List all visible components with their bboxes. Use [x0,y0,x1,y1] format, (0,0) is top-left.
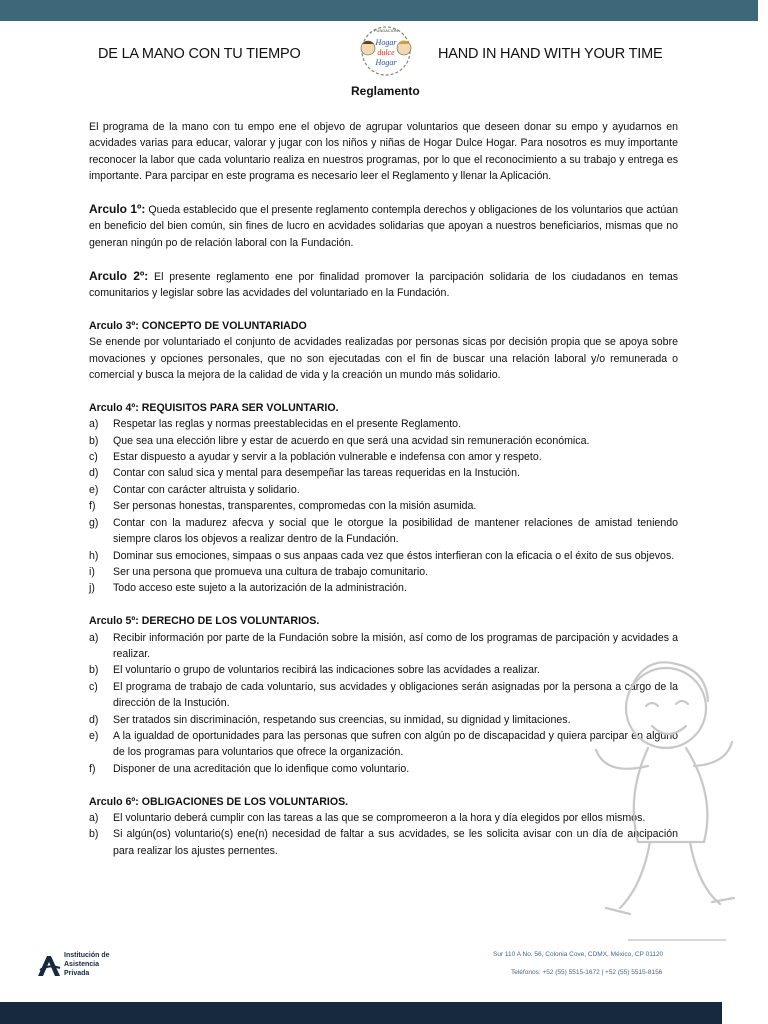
list-item: c) El programa de trabajo de cada voluntario, sus acvidades y obligaciones serán asignadas por la persona a cargo de la dirección de la Instución. [89,680,678,710]
list-item: i) Ser una persona que promueva una cultura de trabajo comunitario. [89,565,429,578]
list-item: f) Disponer de una acreditación que lo idenfique como voluntario. [89,762,410,775]
header-title-spanish: DE LA MANO CON TU TIEMPO [98,46,301,62]
iap-logo-icon [36,952,62,978]
list-item: b) El voluntario o grupo de voluntarios recibirá las indicaciones sobre las acvidades a realizar. [89,664,540,677]
article-2: Arculo 2º: El presente reglamento ene por finalidad promover la parcipación solidaria de los ciudadanos en temas comunitarios y legislar sobre las acvidades del voluntariado en la Fundación. [89,268,679,300]
list-item: j) Todo acceso este sujeto a la autorización de la administración. [89,582,407,595]
hogar-dulce-hogar-logo [346,24,426,78]
iap-institution-name: Institución de Asistencia Privada [64,952,110,977]
list-item: d) Contar con salud sica y mental para desempeñar las tareas requeridas en la Instución. [89,467,520,480]
svg-text:Hogar: Hogar [375,58,397,67]
list-item: b) Que sea una elección libre y estar de acuerdo en que será una acvidad sin remuneración económica. [89,434,590,447]
list-item: g) Contar con la madurez afecva y social que le otorgue la posibilidad de mantener relaciones de amistad teniendo siempre claros los objevos a realizar dentro de la Fundación. [89,516,678,546]
article-3-text: Se enende por voluntariado el conjunto de acvidades realizadas por personas sicas por decisión propia que se apoya sobre movaciones y opciones personales, que no son ejecutadas con el fin de buscar una relación laboral y/o remunerada o comercial y busca la mejora de la calidad de vida y la creación un mundo más solidario. [89,336,678,382]
list-item: a) Recibir información por parte de la Fundación sobre la misión, así como de los programas de parcipación y acvidades a realizar. [89,631,678,660]
list-item: e) A la igualdad de oportunidades para las personas que sufren con algún po de discapacidad y quiera parcipar en alguno de los programas para voluntarios que ofrece la organización. [89,729,678,759]
list-item: f) Ser personas honestas, transparentes, compromedas con la misión asumida. [89,500,477,513]
document-subtitle: Reglamento [351,84,420,98]
article-3-title: Arculo 3º: CONCEPTO DE VOLUNTARIADO [89,319,307,332]
list-item: a) Respetar las reglas y normas preestablecidas en el presente Reglamento. [89,418,462,431]
list-item: c) Estar dispuesto a ayudar y servir a la población vulnerable e indefensa con amor y respeto. [89,451,542,464]
footer-phones: Teléfonos: +52 (55) 5515-1672 | +52 (55) 5515-8156 [511,969,663,976]
list-item: b) Si algún(os) voluntario(s) ene(n) necesidad de faltar a sus acvidades, se les solicita avisar con un día de ancipación para realizar los ajustes pernentes. [89,828,678,857]
child-mascot-watermark-icon [586,646,736,946]
top-color-bar [0,0,758,21]
svg-text:FUNDACIÓN: FUNDACIÓN [374,28,398,33]
list-item: d) Ser tratados sin discriminación, respetando sus creencias, su inmidad, su dignidad y limitaciones. [89,713,571,726]
svg-text:dulce: dulce [377,48,395,57]
article-1: Arculo 1º: Queda establecido que el presente reglamento contempla derechos y obligaciones de los voluntarios que actúan en beneficio del bien común, sin fines de lucro en acvidades solidarias que apoyan a nuestros beneficiarios, mismas que no generan ningún po de relación laboral con la Fundación. [89,202,678,249]
list-item: e) Contar con carácter altruista y solidario. [89,483,300,496]
list-item: a) El voluntario deberá cumplir con las tareas a las que se compromeeron a la hora y día elegidos por ellos mismos. [89,811,646,824]
footer-address: Sur 110 A No. 56, Colonia Cove, CDMX, México, CP 01120 [493,951,664,958]
article-6-title: Arculo 6º: OBLIGACIONES DE LOS VOLUNTARIOS. [89,795,349,808]
bottom-color-bar [0,1002,722,1024]
list-item: h) Dominar sus emociones, simpaas o sus anpaas cada vez que éstos interfieran con la eficacia o el éxito de sus objevos. [89,549,675,562]
intro-paragraph: El programa de la mano con tu empo ene el objevo de agrupar voluntarios que deseen donar su empo y ayudarnos en acvidades varias para educar, valorar y jugar con los niños y niñas de Hogar Dulce Hogar. Para nosotros es muy importante reconocer la labor que cada voluntario realiza en nuestros programas, por lo que el reconocimiento a su trabajo y entrega es importante. Para parcipar en este programa es necesario leer el Reglamento y llenar la Aplicación. [89,121,678,183]
article-4-title: Arculo 4º: REQUISITOS PARA SER VOLUNTARIO. [89,401,339,414]
header-title-english: HAND IN HAND WITH YOUR TIME [438,46,663,62]
article-4-list [89,416,678,596]
article-5-title: Arculo 5º: DERECHO DE LOS VOLUNTARIOS. [89,615,320,628]
svg-text:Hogar: Hogar [375,38,397,47]
